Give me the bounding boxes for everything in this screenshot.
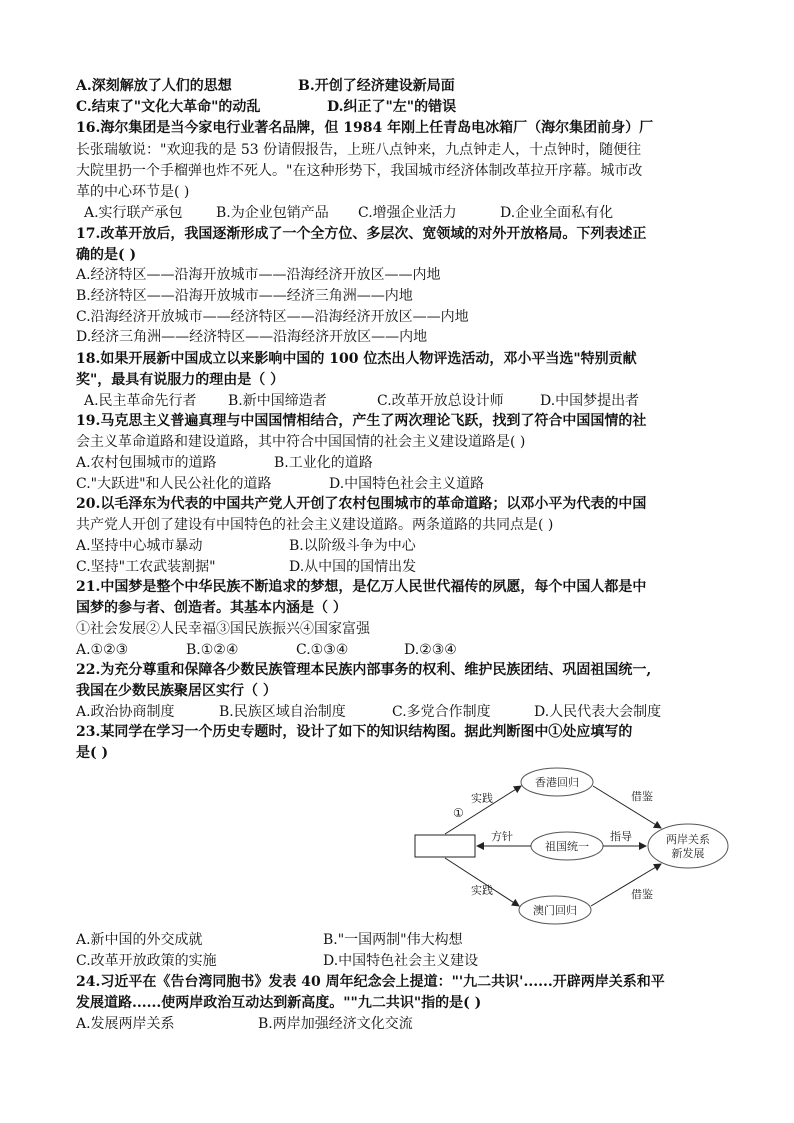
q16-option-d: D.企业全面私有化 [500, 205, 614, 221]
q22-option-c: C.多党合作制度 [392, 704, 491, 720]
q17-stem-line-2: 确的是( ) [76, 247, 137, 263]
q16-option-c: C.增强企业活力 [358, 205, 457, 221]
q18-option-c: C.改革开放总设计师 [377, 393, 504, 409]
reunification-label: 祖国统一 [545, 840, 589, 853]
q15-option-d: D.纠正了"左"的错误 [327, 99, 457, 115]
q19-option-a: A.农村包围城市的道路 [76, 455, 217, 471]
q15-option-b: B.开创了经济建设新局面 [298, 78, 455, 94]
q20-option-d: D.从中国的国情出发 [289, 559, 417, 575]
q18-stem-line-2: 奖"，最具有说服力的理由是（ ） [76, 372, 285, 388]
q17-option-c: C.沿海经济开放城市——经济特区——沿海经济开放区——内地 [76, 309, 469, 325]
q16-stem-line-3: 大院里扔一个手榴弹也炸不死人。"在这种形势下，我国城市经济体制改革拉开序幕。城市改 [76, 163, 643, 179]
q21-option-c: C.①③④ [296, 642, 349, 658]
q21-stem-line-1: 21.中国梦是整个中华民族不断追求的梦想，是亿万人民世代福传的夙愿，每个中国人都是中 [76, 579, 647, 595]
q21-stem-line-3: ①社会发展②人民幸福③国民族振兴④国家富强 [76, 621, 370, 637]
q22-option-a: A.政治协商制度 [76, 704, 175, 720]
q23-stem-line-2: 是( ) [76, 745, 109, 761]
q20-option-b: B.以阶级斗争为中心 [289, 538, 416, 554]
q19-stem-line-2: 会主义革命道路和建设道路，其中符合中国国情的社会主义建设道路是( ) [76, 434, 526, 450]
reference-bottom-label: 借鉴 [631, 888, 653, 901]
cross-strait-label-1: 两岸关系 [666, 833, 710, 846]
blank-answer-box [415, 835, 475, 857]
q20-option-c: C.坚持"工农武装割据" [76, 559, 216, 575]
q16-stem-line-1: 16.海尔集团是当今家电行业著名品牌，但 1984 年刚上任青岛电冰箱厂（海尔集团前身）厂 [76, 120, 654, 136]
macau-return-label: 澳门回归 [533, 904, 577, 917]
q15-option-a: A.深刻解放了人们的思想 [76, 78, 232, 94]
q17-stem-line-1: 17.改革开放后，我国逐渐形成了一个全方位、多层次、宽领域的对外开放格局。下列表述正 [76, 226, 647, 242]
q19-option-d: D.中国特色社会主义道路 [329, 476, 485, 492]
q24-stem-line-2: 发展道路......使两岸政治互动达到新高度。""九二共识"指的是( ) [76, 995, 482, 1011]
q21-option-d: D.②③④ [404, 642, 457, 658]
q22-stem-line-1: 22.为充分尊重和保障各少数民族管理本民族内部事务的权利、维护民族团结、巩固祖国统一, [76, 662, 652, 678]
q21-option-a: A.①②③ [76, 642, 129, 658]
practice-top-label: 实践 [471, 792, 493, 805]
q23-option-a: A.新中国的外交成就 [76, 932, 203, 948]
circled-one-marker: ① [453, 806, 464, 820]
hk-return-label: 香港回归 [535, 776, 579, 789]
q19-stem-line-1: 19.马克思主义普遍真理与中国国情相结合，产生了两次理论飞跃，找到了符合中国国情的社 [76, 413, 647, 429]
q22-option-b: B.民族区域自治制度 [219, 704, 346, 720]
q21-stem-line-2: 国梦的参与者、创造者。其基本内涵是（ ） [76, 600, 347, 616]
arrow-practice-bottom [445, 858, 519, 906]
q23-option-c: C.改革开放政策的实施 [76, 953, 217, 969]
q17-option-b: B.经济特区——沿海开放城市——经济三角洲——内地 [76, 288, 413, 304]
practice-bottom-label: 实践 [471, 884, 493, 897]
policy-label: 方针 [491, 830, 513, 843]
q22-stem-line-2: 我国在少数民族聚居区实行（ ） [76, 683, 277, 699]
q21-option-b: B.①②④ [186, 642, 239, 658]
q23-option-b: B."一国两制"伟大构想 [323, 932, 463, 948]
q16-stem-line-2: 长张瑞敏说："欢迎我的是 53 份请假报告，上班八点钟来，九点钟走人，十点钟时，随便往 [76, 142, 642, 158]
reference-top-label: 借鉴 [631, 790, 653, 803]
q22-option-d: D.人民代表大会制度 [534, 704, 662, 720]
q16-option-b: B.为企业包销产品 [216, 205, 329, 221]
knowledge-structure-diagram [405, 760, 735, 930]
q18-option-d: D.中国梦提出者 [540, 393, 640, 409]
q18-stem-line-1: 18.如果开展新中国成立以来影响中国的 100 位杰出人物评选活动，邓小平当选"特别贡献 [76, 351, 637, 367]
q23-stem-line-1: 23.某同学在学习一个历史专题时，设计了如下的知识结构图。据此判断图中①处应填写的 [76, 724, 633, 740]
q20-stem-line-1: 20.以毛泽东为代表的中国共产党人开创了农村包围城市的革命道路；以邓小平为代表的中国 [76, 496, 647, 512]
q17-option-a: A.经济特区——沿海开放城市——沿海经济开放区——内地 [76, 267, 441, 283]
q16-stem-line-4: 革的中心环节是( ) [76, 184, 190, 200]
q20-stem-line-2: 共产党人开创了建设有中国特色的社会主义建设道路。两条道路的共同点是( ) [76, 517, 554, 533]
q17-option-d: D.经济三角洲——经济特区——沿海经济开放区——内地 [76, 329, 428, 345]
q15-option-c: C.结束了"文化大革命"的动乱 [76, 99, 261, 115]
q19-option-b: B.工业化的道路 [274, 455, 373, 471]
q16-option-a: A.实行联产承包 [84, 205, 183, 221]
cross-strait-label-2: 新发展 [671, 847, 705, 860]
q24-option-b: B.两岸加强经济文化交流 [258, 1016, 413, 1032]
q23-option-d: D.中国特色社会主义建设 [323, 953, 479, 969]
guide-label: 指导 [610, 830, 632, 843]
q20-option-a: A.坚持中心城市暴动 [76, 538, 203, 554]
q18-option-b: B.新中国缔造者 [228, 393, 327, 409]
cross-strait-node [648, 824, 728, 868]
q24-stem-line-1: 24.习近平在《告台湾同胞书》发表 40 周年纪念会上提道："'九二共识'......开辟两岸关系和平 [76, 974, 665, 990]
q18-option-a: A.民主革命先行者 [84, 393, 197, 409]
q19-option-c: C."大跃进"和人民公社化的道路 [76, 476, 272, 492]
q24-option-a: A.发展两岸关系 [76, 1016, 175, 1032]
